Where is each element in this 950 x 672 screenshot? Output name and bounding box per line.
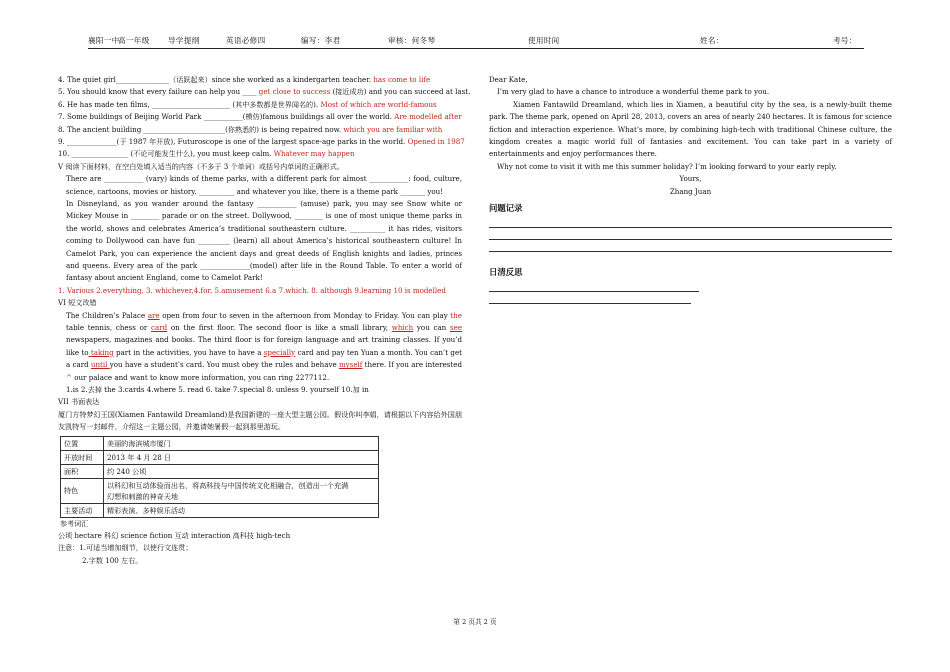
- table-row: 开放时间 2013 年 4 月 28 日: [61, 450, 379, 464]
- section-6-passage: The Children’s Palace are open from four to seven in the afternoon from Monday to Friday. You can play the table tennis, chess or card on the first floor. The second floor is like a small library, which you can see newspapers, magazines and books. The third floor is for foreign language and art training classes. If you’d like to taking part in the activities, you have to have a specially card and pay ten Yuan a month. You can’t get a card until you have a student’s card. You must obey the rules and behave myself there. If you are interested ^ our palace and want to know more information, you can ring 2277112.: [66, 310, 463, 382]
- letter-paragraph-1: I’m very glad to have a chance to introduce a wonderful theme park to you.: [497, 87, 770, 97]
- question-6: 6. He has made ten films, ______________________ (其中多数都是世界闻名的). Most of which are world-famous: [58, 99, 437, 109]
- vocab-list: 公顷 hectare 科幻 science fiction 互动 interaction 高科技 high-tech: [58, 530, 291, 540]
- question-10: 10. ________________ (不论可能发生什么), you must keep calm. Whatever may happen: [58, 149, 355, 159]
- letter-signature: Zhang Juan: [669, 186, 712, 196]
- author-label: 编写：李君: [301, 36, 341, 45]
- question-8: 8. The ancient building _______________________(你熟悉的) is being repaired now. which you are familiar with: [58, 124, 443, 134]
- section-5-paragraph-2: In Disneyland, as you wander around the fantasy ___________ (amuse) park, you may see Snow white or Mickey Mouse in ________ parade or on the street. Dollywood, ________ is one of most unique theme parks in the world, shows and celebrates America’s traditional southeastern culture. __________ it has rides, visitors coming to Dollywood can have fun _________ (learn) all about America’s historical southeastern culture! In Camelot Park, you can experience the ancient days and great deeds of English knights and ladies, princes and queens. Every area of the park ______________(model) after life in the Round Table. To enter a world of fantasy about ancient England, come to Camelot Park!: [66, 198, 462, 283]
- table-row: 位置 美丽的海滨城市厦门: [61, 436, 379, 450]
- right-column: [489, 74, 892, 304]
- letter-greeting: Dear Kate,: [489, 75, 528, 84]
- park-info-table: [60, 436, 379, 518]
- table-row: 特色 以科幻和互动体验而出名，将高科技与中国传统文化相融合，创造出一个充满 幻想和刺激的神奇天地: [61, 478, 379, 503]
- section-5-answers: 1. Various 2.everything, 3. whichever,4.for, 5.amusement 6.a 7.which. 8. although 9.learning 10 is modelled: [58, 285, 446, 295]
- section-7-title: VII 书面表达: [58, 397, 100, 407]
- problems-title: 问题记录: [489, 202, 523, 213]
- note-1: 注意：1.可适当增加细节，以使行文连贯；: [58, 543, 193, 553]
- reflection-line: [489, 292, 691, 304]
- reviewer-label: 审核：何冬琴: [388, 36, 436, 45]
- page-header: [88, 34, 864, 49]
- question-5: 5. You should know that every failure can help you ____ get close to success (接近成功) and you can succeed at last.: [58, 87, 471, 97]
- letter-closing: Yours,: [679, 174, 702, 184]
- section-5-paragraph-1: There are ___________ (vary) kinds of theme parks, with a different park for almost ___________: food, culture, science, cartoons, movies or history. __________ and whatever you like, there is a theme park _______ you!: [66, 174, 462, 196]
- letter-paragraph-2: Xiamen Fantawild Dreamland, which lies in Xiamen, a beautiful city by the sea, is a newly-built theme park. The theme park, opened on April 28, 2013, covers an area of nearly 240 hectares. It is famous for science fiction and interaction experience. What’s more, by combining high-tech with traditional Chinese culture, the kingdom creates a magic world full of fantasies and excitement. You can take part in a variety of entertainments and enjoy performances there.: [489, 99, 892, 159]
- name-field: 姓名：: [700, 36, 724, 45]
- table-row: 主要活动 精彩表演、多种娱乐活动: [61, 503, 379, 517]
- school-name: 襄阳一中: [88, 36, 120, 45]
- reflection-title: 日清反思: [489, 266, 523, 277]
- number-field: 考号：: [833, 36, 857, 45]
- subject-label: 导学提纲: [168, 36, 200, 45]
- problems-line: [489, 240, 892, 252]
- time-label: 使用时间: [528, 36, 560, 45]
- section-6-title: VI 短文改错: [58, 298, 97, 308]
- section-5-title: V 阅读下面材料，在空白处填入适当的内容（不多于 3 个单词）或括号内单词的正确形式。: [58, 161, 344, 171]
- grade-label: 高一年级: [118, 36, 150, 45]
- question-7: 7. Some buildings of Beijing World Park ___________(模仿)famous buildings all over the world. Are modelled after: [58, 112, 462, 122]
- section-7-intro: 厦门方特梦幻王国(Xiamen Fantawild Dreamland)是我国新建的一座大型主题公园。假设你叫李娟，请根据以下内容给外国朋友凯特写一封邮件，介绍这一主题公园，并邀请她暑假一起到那里游玩。: [58, 409, 462, 432]
- problems-line: [489, 228, 892, 240]
- letter-paragraph-3: Why not come to visit it with me this summer holiday? I’m looking forward to your early reply.: [497, 161, 837, 171]
- page-footer: 第 2 页共 2 页: [453, 618, 497, 626]
- table-row: 面积 约 240 公顷: [61, 464, 379, 478]
- question-9: 9. ______________(于 1987 年开放), Futuroscope is one of the largest space-age parks in the world. Opened in 1987: [58, 136, 465, 146]
- section-6-answers: 1.is 2.去掉 the 3.cards 4.where 5. read 6. take 7.special 8. unless 9. yourself 10.加 in: [66, 385, 369, 394]
- reflection-line: [489, 280, 699, 292]
- vocab-title: 参考词汇: [60, 518, 89, 528]
- question-4: 4. The quiet girl_______________（话跃起来）since she worked as a kindergarten teacher. has come to life: [58, 75, 431, 84]
- book-label: 英语必修四: [226, 36, 266, 45]
- left-column: [58, 74, 471, 567]
- problems-line: [489, 216, 892, 228]
- note-2: 2.字数 100 左右。: [82, 555, 143, 565]
